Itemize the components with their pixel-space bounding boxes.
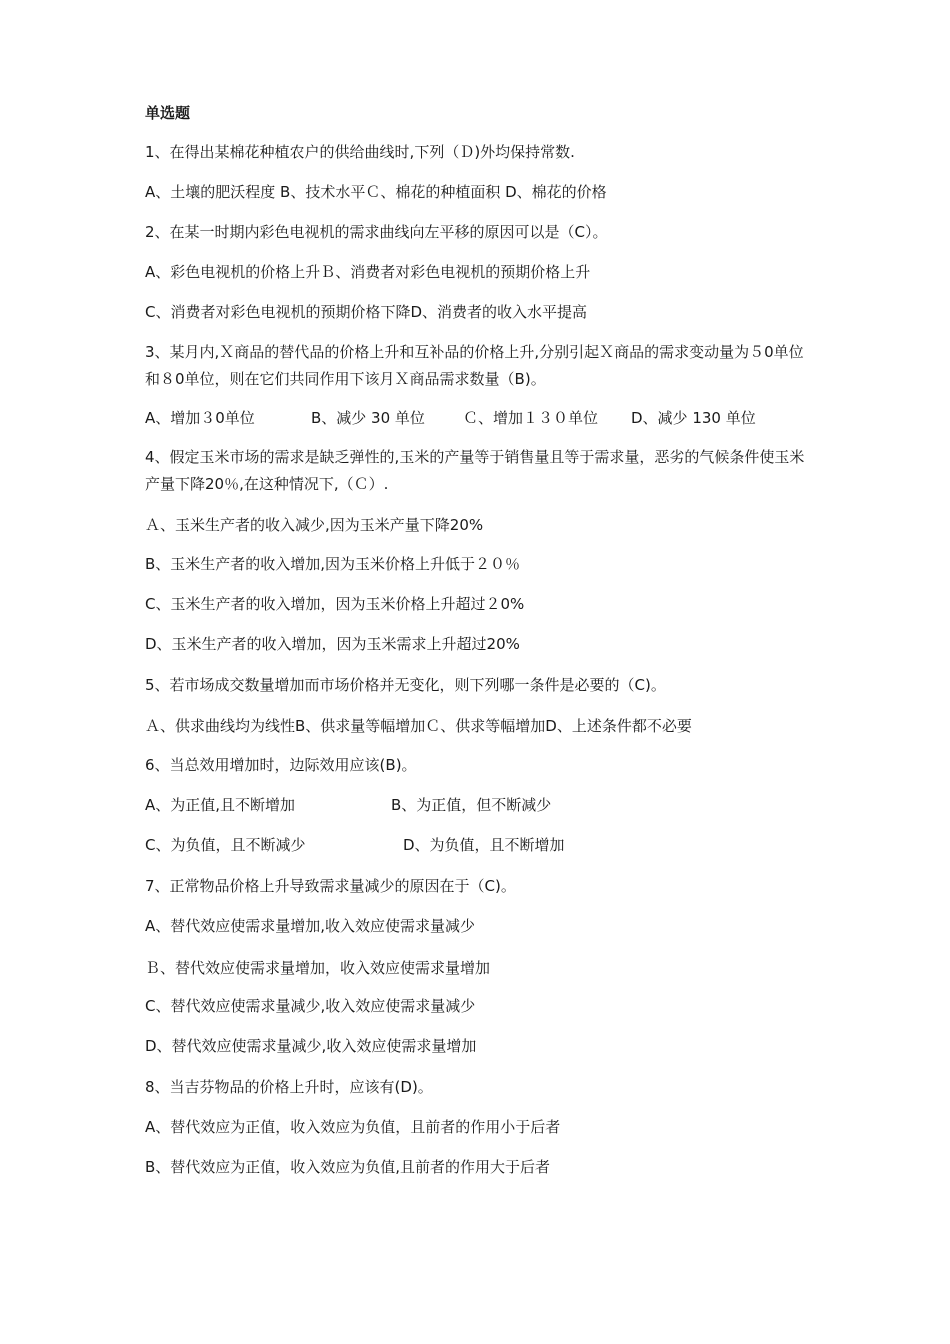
question-6: 6、当总效用增加时，边际效用应该(B)。: [145, 756, 417, 774]
question-2-options-line-2: C、消费者对彩色电视机的预期价格下降D、消费者的收入水平提高: [145, 303, 588, 321]
question-3-options: [145, 408, 756, 428]
question-4-option-b: B、玉米生产者的收入增加,因为玉米价格上升低于２０％: [145, 555, 521, 573]
question-3-option-a: A、增加３0单位: [145, 409, 255, 427]
section-heading: 单选题: [145, 104, 191, 122]
question-1: 1、在得出某棉花种植农户的供给曲线时,下列（Ｄ)外均保持常数.: [145, 143, 575, 161]
question-5: 5、若市场成交数量增加而市场价格并无变化，则下列哪一条件是必要的（C)。: [145, 676, 666, 694]
question-3-option-d: D、减少 130 单位: [631, 409, 756, 427]
question-8-option-b: B、替代效应为正值，收入效应为负值,且前者的作用大于后者: [145, 1158, 551, 1176]
question-8-option-a: A、替代效应为正值，收入效应为负值，且前者的作用小于后者: [145, 1118, 561, 1136]
question-6-option-b: B、为正值，但不断减少: [391, 796, 552, 814]
question-6-option-d: D、为负值，且不断增加: [403, 836, 565, 854]
question-7-option-a: A、替代效应使需求量增加,收入效应使需求量减少: [145, 917, 476, 935]
question-7: 7、正常物品价格上升导致需求量减少的原因在于（C)。: [145, 877, 516, 895]
question-7-option-c: C、替代效应使需求量减少,收入效应使需求量减少: [145, 997, 476, 1015]
question-6-options-line-2: [145, 835, 565, 855]
question-1-options: A、土壤的肥沃程度 B、技术水平Ｃ、棉花的种植面积 D、棉花的价格: [145, 183, 607, 201]
question-3-option-c: Ｃ、增加１３０单位: [463, 409, 599, 427]
question-8: 8、当吉芬物品的价格上升时，应该有(D)。: [145, 1078, 433, 1096]
question-6-option-c: C、为负值，且不断减少: [145, 836, 306, 854]
question-6-options-line-1: [145, 795, 551, 815]
question-7-option-d: D、替代效应使需求量减少,收入效应使需求量增加: [145, 1037, 477, 1055]
question-4: 4、假定玉米市场的需求是缺乏弹性的,玉米的产量等于销售量且等于需求量，恶劣的气候条件使玉米产量下降20％,在这种情况下,（Ｃ）.: [145, 448, 805, 493]
question-5-options: Ａ、供求曲线均为线性B、供求量等幅增加Ｃ、供求等幅增加D、上述条件都不必要: [145, 717, 692, 735]
question-6-option-a: A、为正值,且不断增加: [145, 796, 296, 814]
question-4-option-c: C、玉米生产者的收入增加，因为玉米价格上升超过２0%: [145, 595, 525, 613]
question-3-option-b: B、减少 30 单位: [311, 409, 425, 427]
question-4-option-a: Ａ、玉米生产者的收入减少,因为玉米产量下降20%: [145, 516, 484, 534]
question-2: 2、在某一时期内彩色电视机的需求曲线向左平移的原因可以是（C）。: [145, 223, 608, 241]
question-4-option-d: D、玉米生产者的收入增加，因为玉米需求上升超过20%: [145, 635, 520, 653]
question-2-options-line-1: A、彩色电视机的价格上升Ｂ、消费者对彩色电视机的预期价格上升: [145, 263, 591, 281]
question-7-option-b: Ｂ、替代效应使需求量增加，收入效应使需求量增加: [145, 959, 491, 977]
question-3: 3、某月内,Ｘ商品的替代品的价格上升和互补品的价格上升,分别引起Ｘ商品的需求变动量为５0单位和８0单位，则在它们共同作用下该月Ｘ商品需求数量（B)。: [145, 343, 804, 388]
